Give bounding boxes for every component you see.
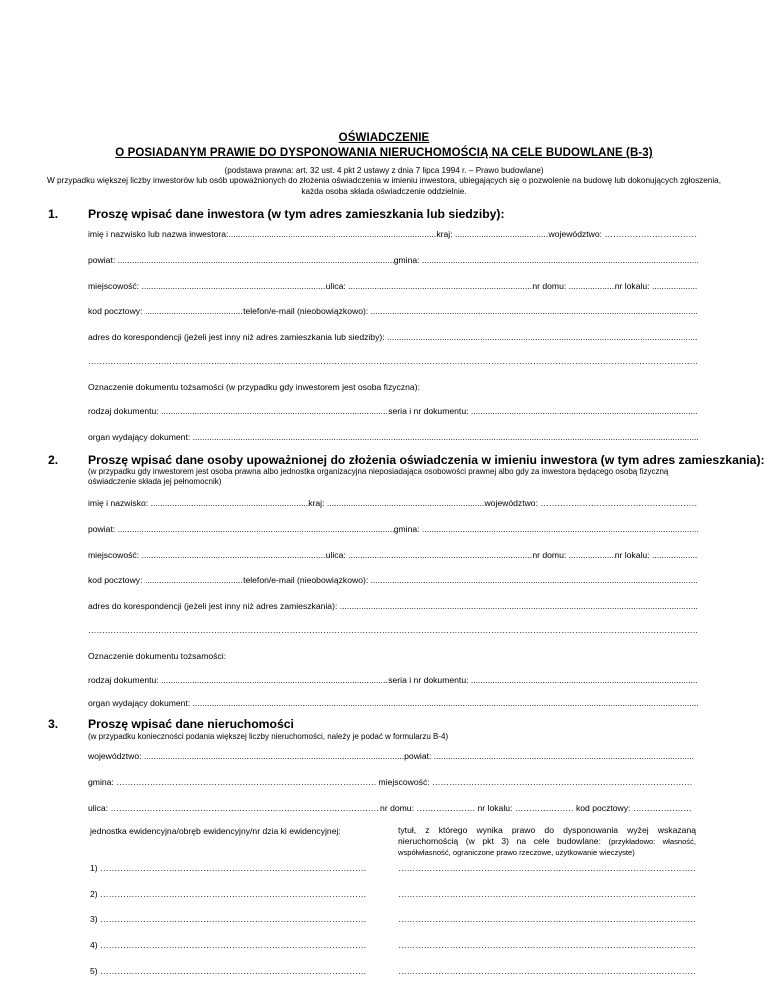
legal-title-field[interactable] <box>398 862 696 874</box>
proxy-voivodeship-label: województwo: <box>484 498 538 508</box>
property-street-field[interactable] <box>110 802 377 814</box>
investor-issuer-row <box>88 431 698 443</box>
proxy-country-label: kraj: <box>308 498 325 508</box>
proxy-correspondence-field-2[interactable] <box>88 624 698 636</box>
investor-doc-type-label: rodzaj dokumentu: <box>88 406 159 416</box>
investor-doc-row <box>88 405 698 417</box>
proxy-correspondence-row <box>88 600 698 612</box>
proxy-street-label: ulica: <box>325 550 346 560</box>
proxy-doc-type-label: rodzaj dokumentu: <box>88 675 159 685</box>
proxy-house-field[interactable] <box>569 549 615 561</box>
investor-street-field[interactable] <box>348 280 532 292</box>
legal-title-row <box>398 862 696 874</box>
proxy-name-row <box>88 497 698 509</box>
proxy-doc-number-field[interactable] <box>471 674 698 686</box>
title-heading-examples: (przykładowo: własność, współwłasność, ograniczone prawo rzeczowe, użytkowanie wieczyste) <box>398 837 697 857</box>
proxy-id-heading: Oznaczenie dokumentu tożsamości: <box>88 651 227 661</box>
property-voivodeship-label: województwo: <box>88 751 142 761</box>
proxy-name-label: imię i nazwisko: <box>88 498 149 508</box>
proxy-country-field[interactable] <box>327 497 485 509</box>
investor-name-field[interactable] <box>228 228 436 240</box>
parcel-row-number: 2) <box>90 889 101 899</box>
proxy-issuer-row <box>88 697 698 709</box>
investor-county-row <box>88 254 698 266</box>
property-postcode-field[interactable] <box>633 802 692 814</box>
parcel-identifier-field[interactable] <box>100 939 366 951</box>
property-house-label: nr domu: <box>380 803 414 813</box>
parcel-row-left <box>90 862 366 874</box>
investor-correspondence-field-2[interactable] <box>88 355 698 367</box>
section-3-number: 3. <box>48 717 59 731</box>
property-flat-field[interactable] <box>515 802 574 814</box>
proxy-county-row <box>88 523 698 535</box>
document-title: OŚWIADCZENIE <box>338 132 430 144</box>
investor-flat-label: nr lokalu: <box>614 281 650 291</box>
investor-correspondence-continued <box>88 355 698 367</box>
investor-postcode-label: kod pocztowy: <box>88 306 143 316</box>
legal-title-row <box>398 913 696 925</box>
property-flat-label: nr lokalu: <box>477 803 513 813</box>
investor-contact-row <box>88 305 698 317</box>
property-county-field[interactable] <box>434 750 694 762</box>
investor-contact-field[interactable] <box>371 305 698 317</box>
investor-flat-field[interactable] <box>652 280 698 292</box>
investor-country-field[interactable] <box>455 228 549 240</box>
section-2-note: (w przypadku gdy inwestorem jest osoba prawna albo jednostka organizacyjna nieposiadająca osobowości prawnej albo gdy za inwestora będącego osobą fizyczną oświadczenie składa jej pełnomocnik) <box>88 467 669 486</box>
proxy-county-label: powiat: <box>88 524 116 534</box>
parcel-identifier-field[interactable] <box>100 862 366 874</box>
proxy-doc-row <box>88 674 698 686</box>
investor-issuer-label: organ wydający dokument: <box>88 432 191 442</box>
parcel-row-number: 3) <box>90 914 101 924</box>
investor-house-label: nr domu: <box>532 281 567 291</box>
investor-commune-field[interactable] <box>422 254 698 266</box>
investor-country-label: kraj: <box>436 229 453 239</box>
proxy-flat-field[interactable] <box>652 549 698 561</box>
investor-correspondence-field[interactable] <box>387 331 698 343</box>
property-locality-field[interactable] <box>432 776 692 788</box>
document-subtitle: O POSIADANYM PRAWIE DO DYSPONOWANIA NIERUCHOMOŚCIĄ NA CELE BUDOWLANE (B-3) <box>115 147 653 159</box>
title-heading-text: tytuł, z którego wynika prawo do dysponowania wyżej wskazaną nieruchomością (w pkt 3) na cele budowlane: <box>398 825 696 846</box>
investor-address-row <box>88 280 698 292</box>
instruction-note: W przypadku większej liczby inwestorów lub osób upoważnionych do złożenia oświadczenia w imieniu inwestora, ubiegających się o pozwolenie na budowę lub dokonujących zgłoszenia, każda osoba składa oświadczenie oddzielnie. <box>46 176 722 196</box>
parcel-row-left <box>90 939 366 951</box>
property-street-row <box>88 802 694 814</box>
proxy-issuer-label: organ wydający dokument: <box>88 698 191 708</box>
parcel-row-number: 4) <box>90 940 101 950</box>
section-2-title: Proszę wpisać dane osoby upoważnionej do złożenia oświadczenia w imieniu inwestora (w tym adres zamieszkania): <box>88 453 765 467</box>
property-voivodeship-row <box>88 750 694 762</box>
section-3-heading <box>48 717 294 731</box>
title-heading <box>398 825 696 858</box>
investor-name-label: imię i nazwisko lub nazwa inwestora: <box>88 229 229 239</box>
proxy-contact-row <box>88 574 698 586</box>
investor-locality-field[interactable] <box>142 280 326 292</box>
parcel-identifier-field[interactable] <box>100 965 366 977</box>
proxy-correspondence-label: adres do korespondencji (jeżeli jest inny niż adres zamieszkania): <box>88 601 338 611</box>
proxy-locality-field[interactable] <box>142 549 326 561</box>
investor-county-label: powiat: <box>88 255 116 265</box>
investor-name-row <box>88 228 698 240</box>
proxy-flat-label: nr lokalu: <box>614 550 650 560</box>
proxy-contact-field[interactable] <box>371 574 698 586</box>
section-1-number: 1. <box>48 207 59 221</box>
proxy-street-field[interactable] <box>348 549 532 561</box>
property-street-label: ulica: <box>88 803 109 813</box>
section-2-number: 2. <box>48 453 59 467</box>
investor-doc-number-label: seria i nr dokumentu: <box>388 406 469 416</box>
parcel-row-left <box>90 965 366 977</box>
investor-contact-label: telefon/e-mail (nieobowiązkowo): <box>243 306 369 316</box>
legal-title-field[interactable] <box>398 913 696 925</box>
property-commune-field[interactable] <box>116 776 376 788</box>
proxy-correspondence-field[interactable] <box>340 600 698 612</box>
investor-issuer-field[interactable] <box>193 431 698 443</box>
proxy-doc-type-field[interactable] <box>161 674 388 686</box>
investor-postcode-field[interactable] <box>145 305 243 317</box>
parcel-row-number: 1) <box>90 863 101 873</box>
legal-title-field[interactable] <box>398 939 696 951</box>
investor-id-heading: Oznaczenie dokumentu tożsamości (w przypadku gdy inwestorem jest osoba fizyczna): <box>88 382 420 392</box>
section-3-title: Proszę wpisać dane nieruchomości <box>88 717 294 731</box>
legal-title-row <box>398 888 696 900</box>
legal-title-row <box>398 939 696 951</box>
legal-basis: (podstawa prawna: art. 32 ust. 4 pkt 2 ustawy z dnia 7 lipca 1994 r. – Prawo budowlane) <box>224 166 544 175</box>
investor-county-field[interactable] <box>118 254 394 266</box>
parcel-identifier-field[interactable] <box>100 913 366 925</box>
legal-title-row <box>398 965 696 977</box>
proxy-house-label: nr domu: <box>532 550 567 560</box>
section-3-note: (w przypadku konieczności podania większej liczby nieruchomości, należy je podać w formularzu B-4) <box>88 732 449 741</box>
investor-voivodeship-label: województwo: <box>548 229 603 239</box>
proxy-commune-label: gmina: <box>393 524 420 534</box>
parcel-row-left <box>90 913 366 925</box>
proxy-correspondence-continued <box>88 624 698 636</box>
property-postcode-label: kod pocztowy: <box>575 803 631 813</box>
proxy-name-field[interactable] <box>151 497 309 509</box>
proxy-doc-number-label: seria i nr dokumentu: <box>388 675 469 685</box>
property-commune-row <box>88 776 692 788</box>
investor-voivodeship-field[interactable] <box>604 228 698 240</box>
investor-locality-label: miejscowość: <box>88 281 140 291</box>
parcel-identifier-field[interactable] <box>100 888 366 900</box>
property-locality-label: miejscowość: <box>378 777 430 787</box>
section-2-heading <box>48 453 765 467</box>
proxy-postcode-field[interactable] <box>145 574 243 586</box>
section-1-heading <box>48 207 505 221</box>
legal-title-field[interactable] <box>398 888 696 900</box>
proxy-county-field[interactable] <box>118 523 394 535</box>
investor-doc-number-field[interactable] <box>471 405 698 417</box>
parcel-heading: jednostka ewidencyjna/obręb ewidencyjny/nr dzia ki ewidencyjnej: <box>90 826 341 836</box>
investor-street-label: ulica: <box>325 281 346 291</box>
section-1-title: Proszę wpisać dane inwestora (w tym adres zamieszkania lub siedziby): <box>88 207 505 221</box>
investor-commune-label: gmina: <box>393 255 420 265</box>
proxy-voivodeship-field[interactable] <box>540 497 698 509</box>
property-county-label: powiat: <box>404 751 432 761</box>
investor-correspondence-label: adres do korespondencji (jeżeli jest inny niż adres zamieszkania lub siedziby): <box>88 332 385 342</box>
proxy-postcode-label: kod pocztowy: <box>88 575 143 585</box>
proxy-address-row <box>88 549 698 561</box>
property-commune-label: gmina: <box>88 777 114 787</box>
parcel-row-number: 5) <box>90 966 101 976</box>
proxy-issuer-field[interactable] <box>193 697 698 709</box>
property-voivodeship-field[interactable] <box>144 750 404 762</box>
proxy-contact-label: telefon/e-mail (nieobowiązkowo): <box>243 575 369 585</box>
investor-doc-type-field[interactable] <box>161 405 388 417</box>
proxy-commune-field[interactable] <box>422 523 698 535</box>
investor-correspondence-row <box>88 331 698 343</box>
property-house-field[interactable] <box>416 802 475 814</box>
investor-house-field[interactable] <box>569 280 615 292</box>
parcel-row-left <box>90 888 366 900</box>
proxy-locality-label: miejscowość: <box>88 550 140 560</box>
legal-title-field[interactable] <box>398 965 696 977</box>
